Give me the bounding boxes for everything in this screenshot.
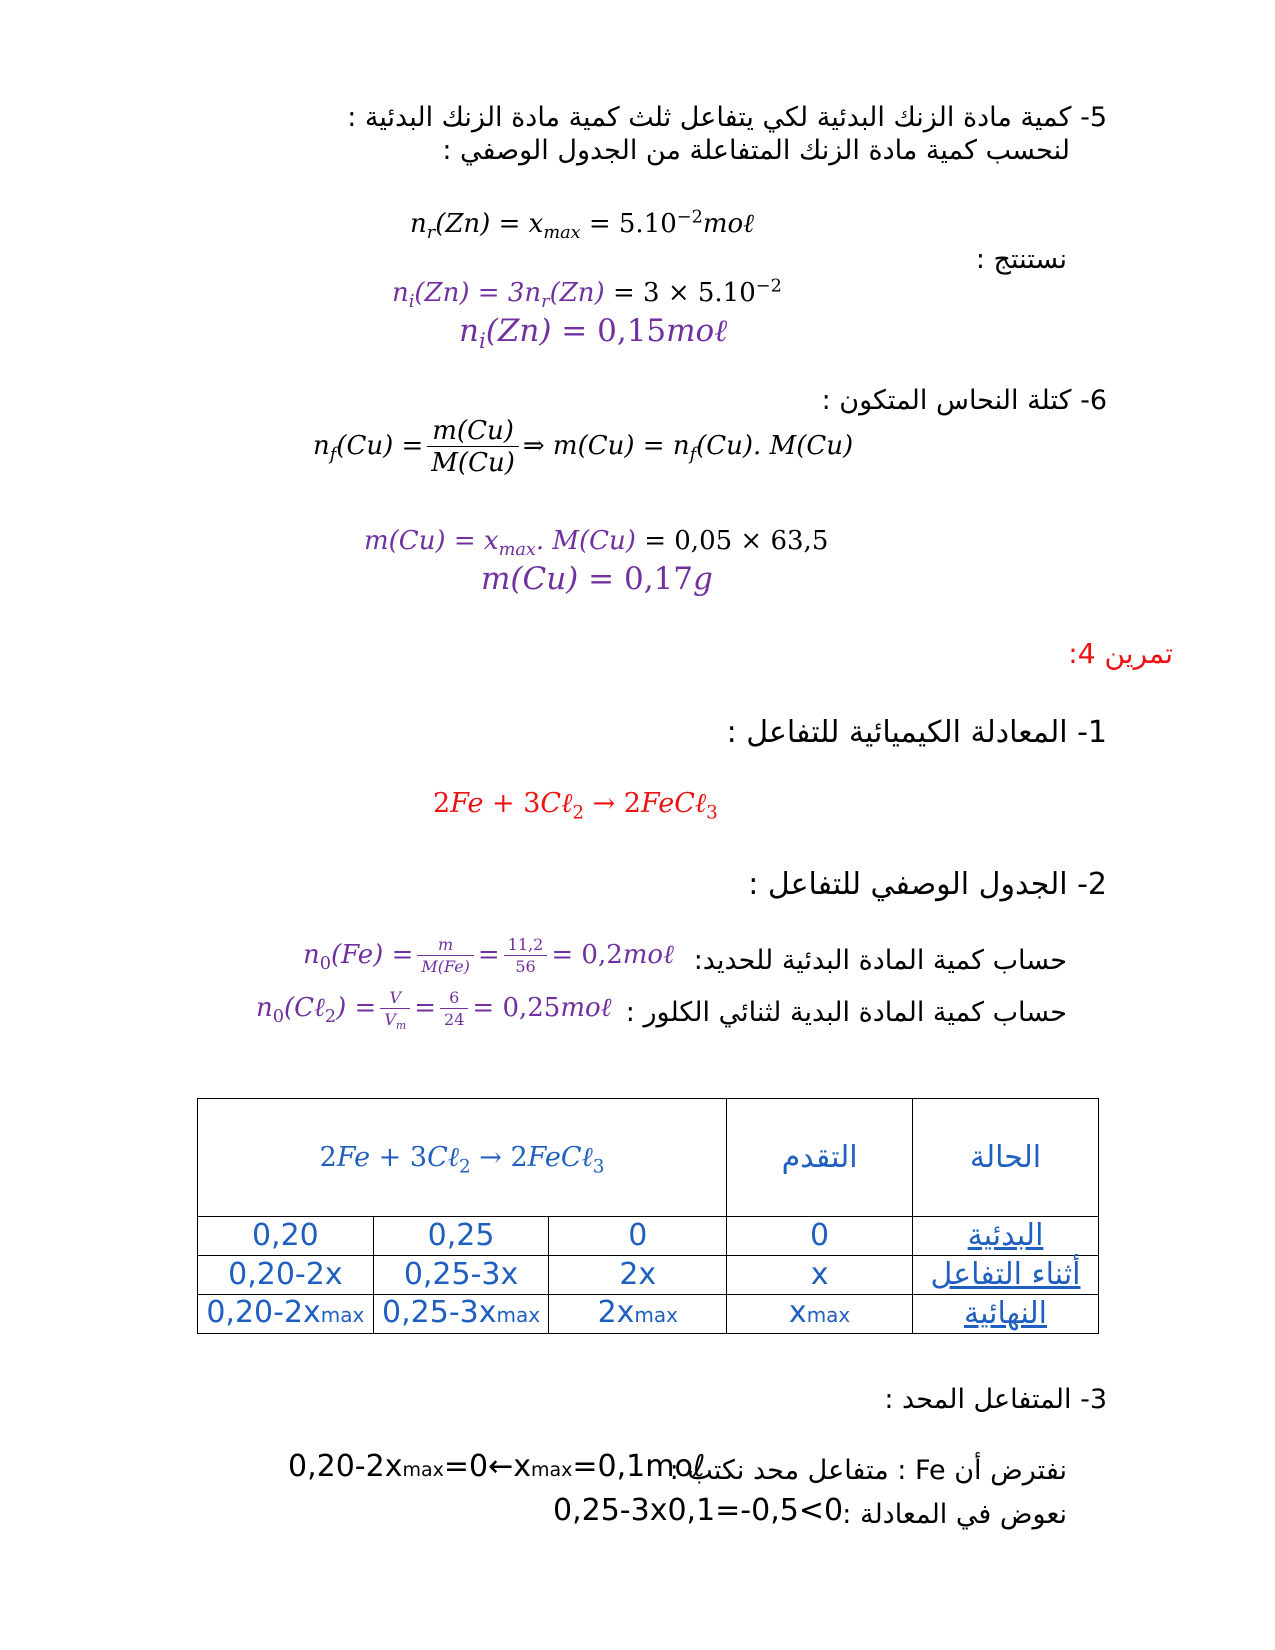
cell-cl2-value: 0,25-3x xyxy=(382,1295,497,1330)
q2-fe-label: حساب كمية المادة البدئية للحديد: xyxy=(693,945,1067,976)
q5-subtitle: لنحسب كمية مادة الزنك المتفاعلة من الجدول الوصفي : xyxy=(442,135,1070,166)
q5-equation-ni: $n_i(Zn) = 3n_r(Zn) = 3 \times 5.10^{-2}$ xyxy=(392,276,782,313)
cell-state: أثناء التفاعل xyxy=(913,1256,1099,1295)
table-header-progress: التقدم xyxy=(727,1099,913,1217)
q2-cl-equation: $n_0(C\ell_2)$ = $\frac{V}{V_m}$ = $\frac{6}{24}$ = 0,25moℓ xyxy=(256,988,612,1033)
table-equation: 2Fe + 3Cℓ$_2$ → 2FeCℓ$_3$ xyxy=(319,1142,605,1178)
max-subscript: max xyxy=(634,1303,678,1327)
fe-result: 0,2 xyxy=(581,940,623,970)
cell-progress: 0 xyxy=(727,1217,913,1256)
q6-equation-mass: $m(Cu) = x_{max}$. M(Cu) = 0,05 × 63,5 xyxy=(364,526,829,561)
q3-line1-text: نفترض أن Fe : متفاعل محد نكتب : xyxy=(669,1455,1067,1486)
cell-progress-value: x xyxy=(788,1295,807,1330)
table-equation-cell xyxy=(198,1099,727,1217)
q2-fe-equation: $n_0(Fe)$ = $\frac{m}{M(Fe)}$ = $\frac{11,2}{56}$ = 0,2moℓ xyxy=(303,935,674,976)
max-subscript: max xyxy=(320,1303,365,1327)
q3-eq-part-a: 0,20-2x xyxy=(288,1449,403,1484)
q3-title: 3- المتفاعل المحد : xyxy=(884,1384,1107,1415)
cell-cl2: 0,25-3x xyxy=(373,1256,549,1295)
reaction-equation: 2Fe + 3Cℓ$_2$ → 2FeCℓ$_3$ xyxy=(433,788,718,824)
cell-state: البدئية xyxy=(913,1217,1099,1256)
cell-state: النهائية xyxy=(913,1295,1099,1334)
max-subscript: max xyxy=(496,1303,541,1327)
cell-fecl3 xyxy=(549,1295,727,1334)
q2-title: 2- الجدول الوصفي للتفاعل : xyxy=(748,867,1107,902)
cell-fecl3: 0 xyxy=(549,1217,727,1256)
q5-result-value: 0,15 xyxy=(597,313,667,349)
cell-fe xyxy=(198,1295,374,1334)
cl-volume: 6 xyxy=(440,990,468,1009)
q6-numeric: 0,05 × 63,5 xyxy=(674,526,829,556)
q5-conclude: نستنتج : xyxy=(975,244,1067,275)
q3-eq-part-c: =0,1moℓ xyxy=(572,1449,706,1484)
fe-molar-mass: 56 xyxy=(515,957,536,976)
q3-line1-equation xyxy=(288,1448,705,1489)
fe-mass: 11,2 xyxy=(504,937,548,956)
q3-eq-part-b: =0←x xyxy=(443,1449,531,1484)
q5-result: $n_i(Zn)$ = 0,15moℓ xyxy=(459,313,728,354)
cell-fe: 0,20 xyxy=(198,1217,374,1256)
table-row xyxy=(198,1295,1099,1334)
max-subscript: max xyxy=(402,1459,444,1481)
cell-progress xyxy=(727,1295,913,1334)
cell-fecl3: 2x xyxy=(549,1256,727,1295)
q6-title: 6- كتلة النحاس المتكون : xyxy=(821,385,1107,416)
cl-result: 0,25 xyxy=(502,993,561,1023)
cl-molar-volume: 24 xyxy=(444,1010,465,1029)
q3-line2-equation: 0,25-3x0,1=-0,5<0 xyxy=(553,1493,844,1528)
q3-line2-text: نعوض في المعادلة : xyxy=(842,1499,1067,1530)
cell-progress: x xyxy=(727,1256,913,1295)
q5-equation-nr: $n_r(Zn) = x_{max}$ = $5.10^{-2}mo\ell$ xyxy=(410,207,754,244)
q5-title: 5- كمية مادة الزنك البدئية لكي يتفاعل ثلث كمية مادة الزنك البدئية : xyxy=(347,102,1107,133)
q1-title: 1- المعادلة الكيميائية للتفاعل : xyxy=(726,715,1107,750)
progress-table xyxy=(197,1098,1099,1334)
q2-cl-label: حساب كمية المادة البدية لثنائي الكلور : xyxy=(625,997,1067,1028)
max-subscript: max xyxy=(531,1459,573,1481)
q6-result: m(Cu) = 0,17g xyxy=(481,561,713,597)
table-row xyxy=(198,1256,1099,1295)
cell-fe: 0,20-2x xyxy=(198,1256,374,1295)
cell-cl2: 0,25 xyxy=(373,1217,549,1256)
q6-result-value: 0,17 xyxy=(623,561,693,597)
cell-fecl3-value: 2x xyxy=(597,1295,635,1330)
cell-fe-value: 0,20-2x xyxy=(206,1295,321,1330)
cell-cl2 xyxy=(373,1295,549,1334)
table-row xyxy=(198,1217,1099,1256)
max-subscript: max xyxy=(806,1303,851,1327)
exercise-title: تمرين 4: xyxy=(1068,637,1173,670)
table-header-state: الحالة xyxy=(913,1099,1099,1217)
q6-equation-frac: $n_f(Cu)$ = $\frac{m(Cu)}{M(Cu)}$ ⇒ $m(Cu) = n_f(Cu)$. M(Cu) xyxy=(313,416,854,478)
